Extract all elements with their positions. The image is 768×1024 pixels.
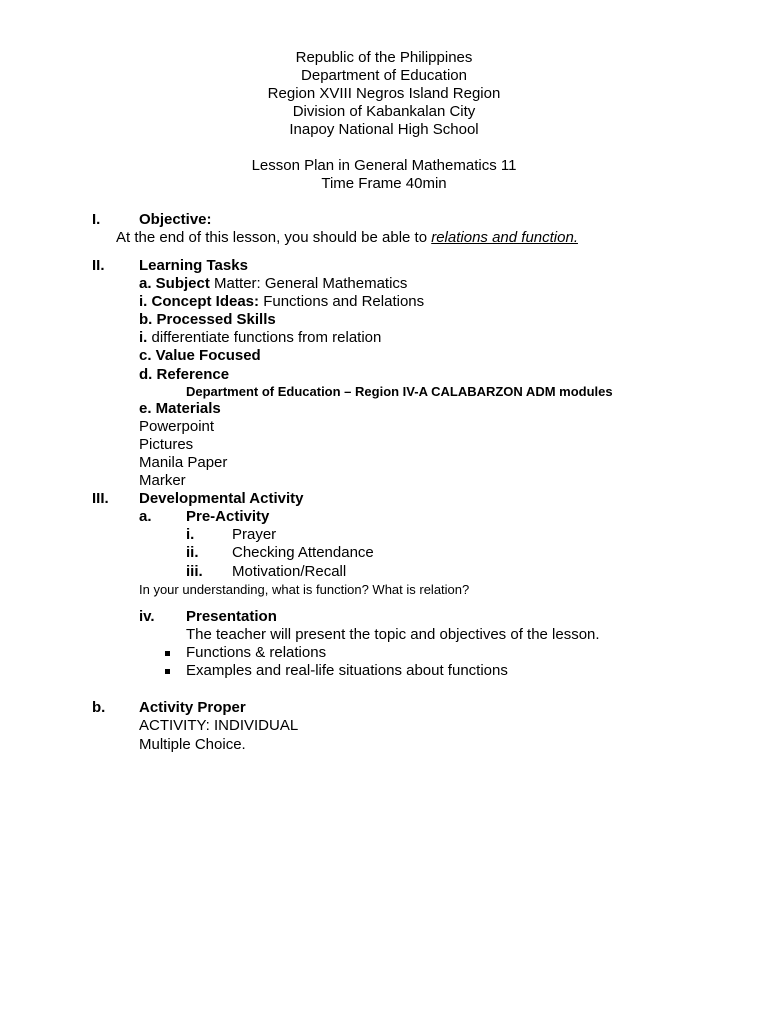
recall-question: In your understanding, what is function? What is relation? bbox=[139, 582, 470, 597]
header-school: Inapoy National High School bbox=[289, 121, 479, 138]
subject-label: a. Subject bbox=[139, 275, 210, 292]
objective-text-lead: At the end of this lesson, you should be able to bbox=[116, 229, 432, 246]
presentation-bullet: Examples and real-life situations about functions bbox=[186, 662, 508, 679]
presentation-text: The teacher will present the topic and objectives of the lesson. bbox=[186, 626, 600, 643]
activity-heading: Activity Proper bbox=[139, 699, 246, 716]
concept-label: i. Concept Ideas: bbox=[139, 293, 260, 310]
header-division: Division of Kabankalan City bbox=[292, 103, 476, 120]
pre-item-text: Checking Attendance bbox=[232, 544, 374, 561]
presentation-heading: Presentation bbox=[186, 608, 277, 625]
pre-item-number: iii. bbox=[186, 563, 203, 580]
activity-format: Multiple Choice. bbox=[139, 736, 246, 753]
pre-item-number: i. bbox=[186, 526, 195, 543]
square-bullet-icon bbox=[165, 669, 170, 674]
pre-item-number: ii. bbox=[186, 544, 199, 561]
materials-label: e. Materials bbox=[139, 400, 221, 417]
activity-number: b. bbox=[92, 699, 106, 716]
learning-heading: Learning Tasks bbox=[139, 257, 248, 274]
skills-line bbox=[139, 329, 381, 347]
header-department: Department of Education bbox=[301, 67, 467, 84]
activity-type: ACTIVITY: INDIVIDUAL bbox=[139, 717, 299, 734]
square-bullet-icon bbox=[165, 651, 170, 656]
objective-heading: Objective: bbox=[139, 211, 212, 228]
time-frame: Time Frame 40min bbox=[321, 175, 447, 192]
pre-activity-number: a. bbox=[139, 508, 152, 525]
developmental-heading: Developmental Activity bbox=[139, 490, 304, 507]
skills-value: differentiate functions from relation bbox=[147, 329, 382, 346]
objective-number: I. bbox=[92, 211, 101, 228]
material-item: Manila Paper bbox=[139, 454, 228, 471]
presentation-number: iv. bbox=[139, 608, 155, 625]
reference-label: d. Reference bbox=[139, 366, 230, 383]
subject-value: Matter: General Mathematics bbox=[209, 275, 408, 292]
objective-text bbox=[116, 229, 578, 247]
objective-emphasis: relations and function. bbox=[431, 229, 578, 246]
skills-label: b. Processed Skills bbox=[139, 311, 276, 328]
material-item: Pictures bbox=[139, 436, 194, 453]
lesson-title: Lesson Plan in General Mathematics 11 bbox=[251, 157, 517, 174]
material-item: Powerpoint bbox=[139, 418, 215, 435]
value-label: c. Value Focused bbox=[139, 347, 261, 364]
learning-number: II. bbox=[92, 257, 105, 274]
skills-number: i. bbox=[139, 329, 148, 346]
header-republic: Republic of the Philippines bbox=[295, 49, 473, 66]
subject-line bbox=[139, 275, 407, 293]
concept-value: Functions and Relations bbox=[259, 293, 425, 310]
pre-item-text: Motivation/Recall bbox=[232, 563, 347, 580]
presentation-bullet: Functions & relations bbox=[186, 644, 327, 661]
concept-line bbox=[139, 293, 424, 311]
header-region: Region XVIII Negros Island Region bbox=[267, 85, 501, 102]
pre-item-text: Prayer bbox=[232, 526, 277, 543]
reference-value: Department of Education – Region IV-A CALABARZON ADM modules bbox=[186, 384, 613, 399]
material-item: Marker bbox=[139, 472, 186, 489]
developmental-number: III. bbox=[92, 490, 109, 507]
pre-activity-heading: Pre-Activity bbox=[186, 508, 270, 525]
